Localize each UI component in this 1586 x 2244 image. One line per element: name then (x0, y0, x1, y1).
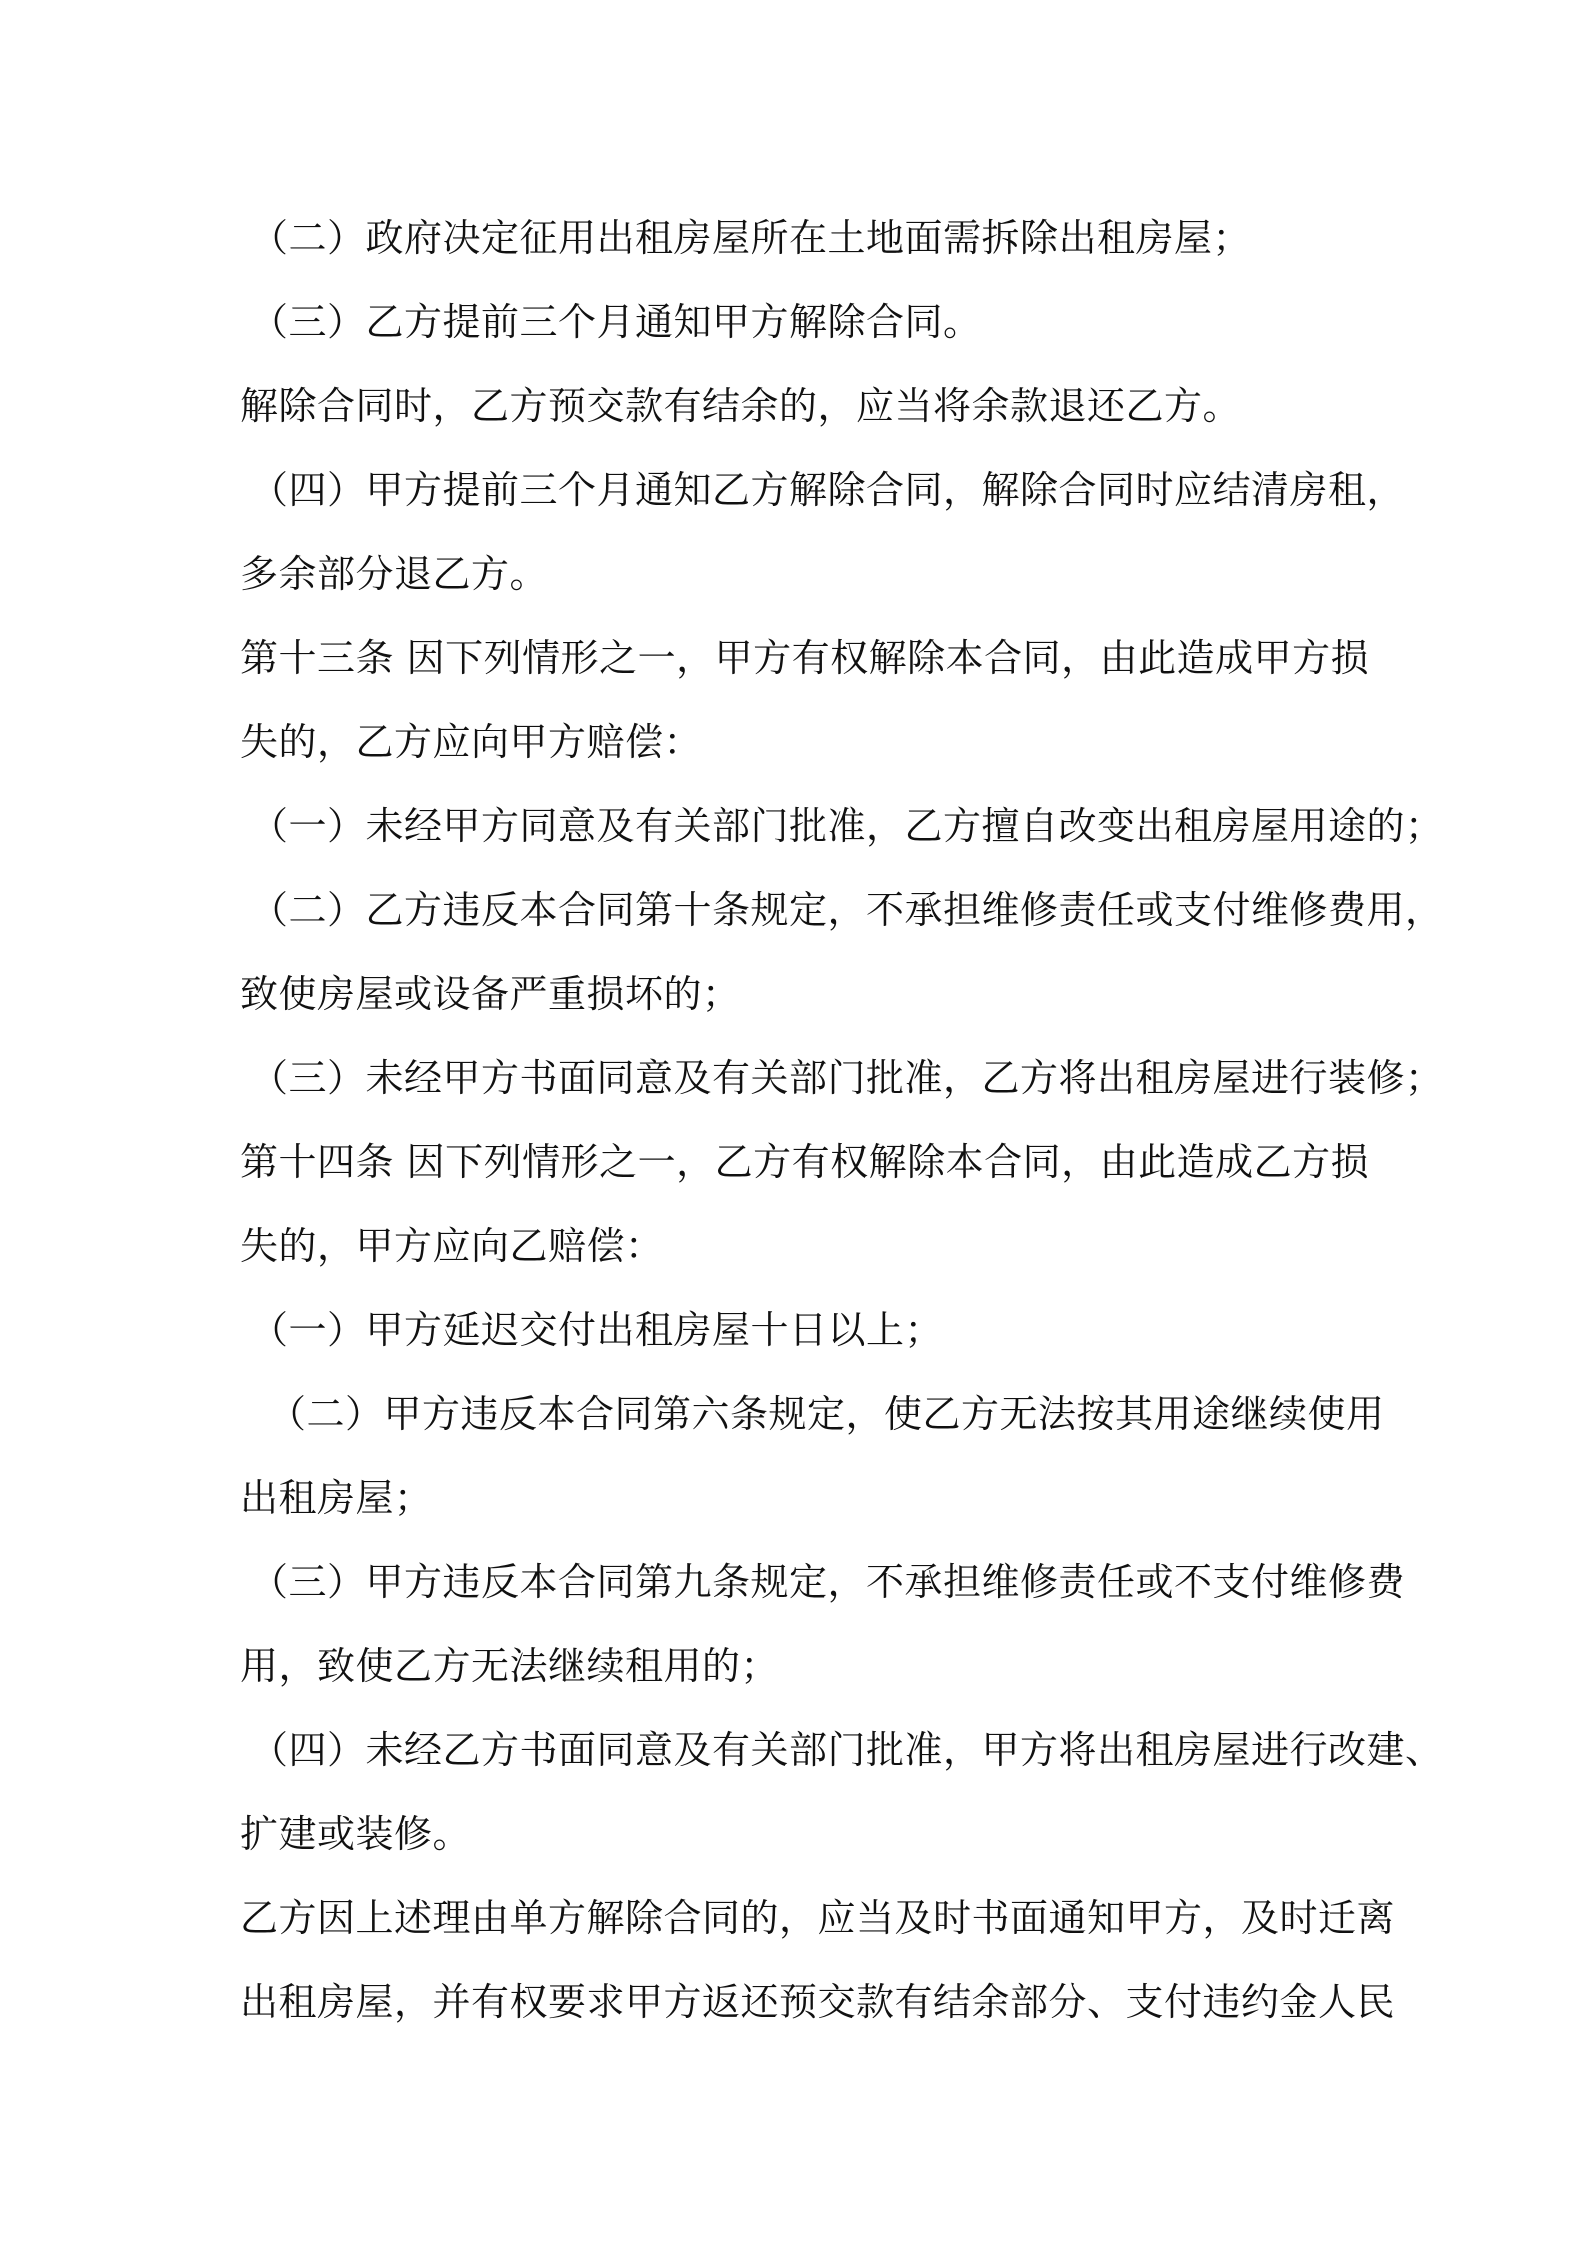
text-line: （三）乙方提前三个月通知甲方解除合同。 (250, 300, 982, 344)
text-line: （四）未经乙方书面同意及有关部门批准，甲方将出租房屋进行改建、 (250, 1728, 1444, 1772)
text-line: （三）甲方违反本合同第九条规定，不承担维修责任或不支付维修费 (250, 1560, 1406, 1604)
text-line: （三）未经甲方书面同意及有关部门批准，乙方将出租房屋进行装修； (250, 1056, 1444, 1100)
article-13-heading: 第十三条 因下列情形之一，甲方有权解除本合同，由此造成甲方损 (240, 636, 1370, 680)
text-line: （四）甲方提前三个月通知乙方解除合同，解除合同时应结清房租， (250, 468, 1406, 512)
text-line: 失的，乙方应向甲方赔偿： (240, 720, 703, 764)
document-body (240, 196, 1444, 2044)
text-line: 致使房屋或设备严重损坏的； (240, 972, 741, 1016)
text-line: 出租房屋，并有权要求甲方返还预交款有结余部分、支付违约金人民 (240, 1980, 1396, 2024)
text-line: 乙方因上述理由单方解除合同的，应当及时书面通知甲方，及时迁离 (240, 1896, 1396, 1940)
text-line: 用，致使乙方无法继续租用的； (240, 1644, 780, 1688)
text-line: （一）甲方延迟交付出租房屋十日以上； (250, 1308, 944, 1352)
text-line: 解除合同时，乙方预交款有结余的，应当将余款退还乙方。 (240, 384, 1242, 428)
text-line: 多余部分退乙方。 (240, 552, 549, 596)
text-line: 扩建或装修。 (240, 1812, 472, 1856)
text-line: 出租房屋； (240, 1476, 433, 1520)
text-line: （二）甲方违反本合同第六条规定，使乙方无法按其用途继续使用 (268, 1392, 1385, 1436)
text-line: （二）政府决定征用出租房屋所在土地面需拆除出租房屋； (250, 216, 1252, 260)
text-line: （一）未经甲方同意及有关部门批准，乙方擅自改变出租房屋用途的； (250, 804, 1444, 848)
text-line: 失的，甲方应向乙赔偿： (240, 1224, 664, 1268)
article-14-heading: 第十四条 因下列情形之一，乙方有权解除本合同，由此造成乙方损 (240, 1140, 1370, 1184)
text-line: （二）乙方违反本合同第十条规定，不承担维修责任或支付维修费用， (250, 888, 1444, 932)
